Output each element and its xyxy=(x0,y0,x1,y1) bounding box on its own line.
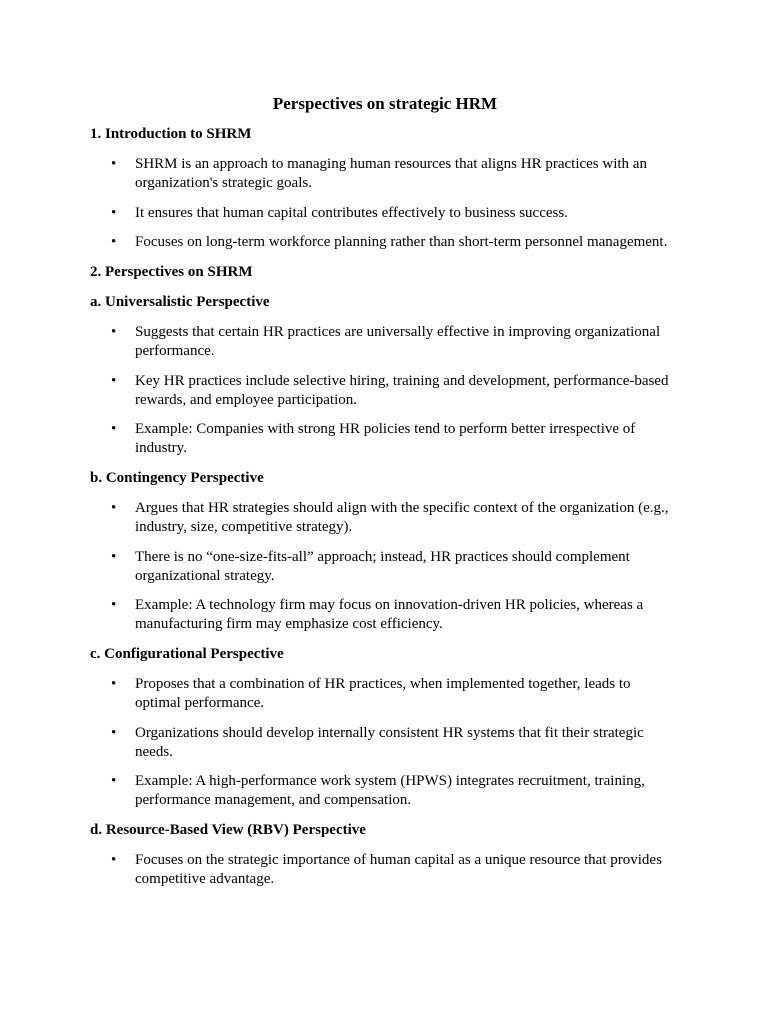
list-item-text: It ensures that human capital contributes effectively to business success. xyxy=(135,204,568,221)
list-item-text: SHRM is an approach to managing human resources that aligns HR practices with an organization's strategic goals. xyxy=(135,156,647,191)
list-item-text: Example: Companies with strong HR policies tend to perform better irrespective of industry. xyxy=(135,421,636,456)
section-heading-perspectives: 2. Perspectives on SHRM xyxy=(90,264,253,280)
bullet-icon: • xyxy=(111,372,117,389)
list-item-text: Key HR practices include selective hiring, training and development, performance-based rewards, and employee participation. xyxy=(135,372,669,408)
list-item xyxy=(90,420,680,458)
list-item xyxy=(90,155,680,193)
list-item xyxy=(90,548,680,586)
bullet-icon: • xyxy=(111,548,117,565)
list-item-text: Example: A high-performance work system (HPWS) integrates recruitment, training, performance management, and compensation. xyxy=(135,773,645,808)
list-item xyxy=(90,851,680,889)
bullet-list-rbv xyxy=(90,851,680,889)
list-item xyxy=(90,724,680,762)
list-item-text: There is no “one-size-fits-all” approach; instead, HR practices should complement organizational strategy. xyxy=(135,548,630,584)
list-item-text: Argues that HR strategies should align with the specific context of the organization (e.g., industry, size, competitive strategy). xyxy=(135,500,669,535)
list-item xyxy=(90,233,680,252)
bullet-icon: • xyxy=(111,724,117,741)
list-item-text: Proposes that a combination of HR practices, when implemented together, leads to optimal performance. xyxy=(135,676,631,711)
list-item-text: Suggests that certain HR practices are universally effective in improving organizational performance. xyxy=(135,324,661,359)
bullet-list-universalistic xyxy=(90,323,680,458)
bullet-icon: • xyxy=(111,324,117,340)
section-heading-rbv: d. Resource-Based View (RBV) Perspective xyxy=(90,822,366,838)
list-item-text: Example: A technology firm may focus on innovation-driven HR policies, whereas a manufacturing firm may emphasize cost efficiency. xyxy=(135,597,644,632)
list-item-text: Organizations should develop internally consistent HR systems that fit their strategic needs. xyxy=(135,724,644,760)
bullet-icon: • xyxy=(111,234,117,250)
bullet-list-configurational xyxy=(90,675,680,810)
section-heading-configurational: c. Configurational Perspective xyxy=(90,646,284,662)
document-title: Perspectives on strategic HRM xyxy=(272,94,498,113)
bullet-icon: • xyxy=(111,676,117,692)
bullet-icon: • xyxy=(111,597,117,613)
bullet-list-contingency xyxy=(90,499,680,634)
list-item xyxy=(90,499,680,537)
list-item xyxy=(90,204,680,223)
list-item xyxy=(90,675,680,713)
bullet-icon: • xyxy=(111,500,117,516)
document-page xyxy=(90,93,680,900)
list-item-text: Focuses on the strategic importance of human capital as a unique resource that provides competitive advantage. xyxy=(135,852,662,887)
section-heading-universalistic: a. Universalistic Perspective xyxy=(90,294,270,310)
bullet-icon: • xyxy=(111,852,117,868)
list-item xyxy=(90,772,680,810)
bullet-list-introduction xyxy=(90,155,680,252)
bullet-icon: • xyxy=(111,421,117,437)
bullet-icon: • xyxy=(111,773,117,789)
list-item-text: Focuses on long-term workforce planning rather than short-term personnel management. xyxy=(135,234,668,250)
section-heading-introduction: 1. Introduction to SHRM xyxy=(90,126,252,142)
section-heading-contingency: b. Contingency Perspective xyxy=(90,470,264,486)
list-item xyxy=(90,372,680,410)
list-item xyxy=(90,596,680,634)
bullet-icon: • xyxy=(111,204,117,221)
list-item xyxy=(90,323,680,361)
bullet-icon: • xyxy=(111,156,117,172)
